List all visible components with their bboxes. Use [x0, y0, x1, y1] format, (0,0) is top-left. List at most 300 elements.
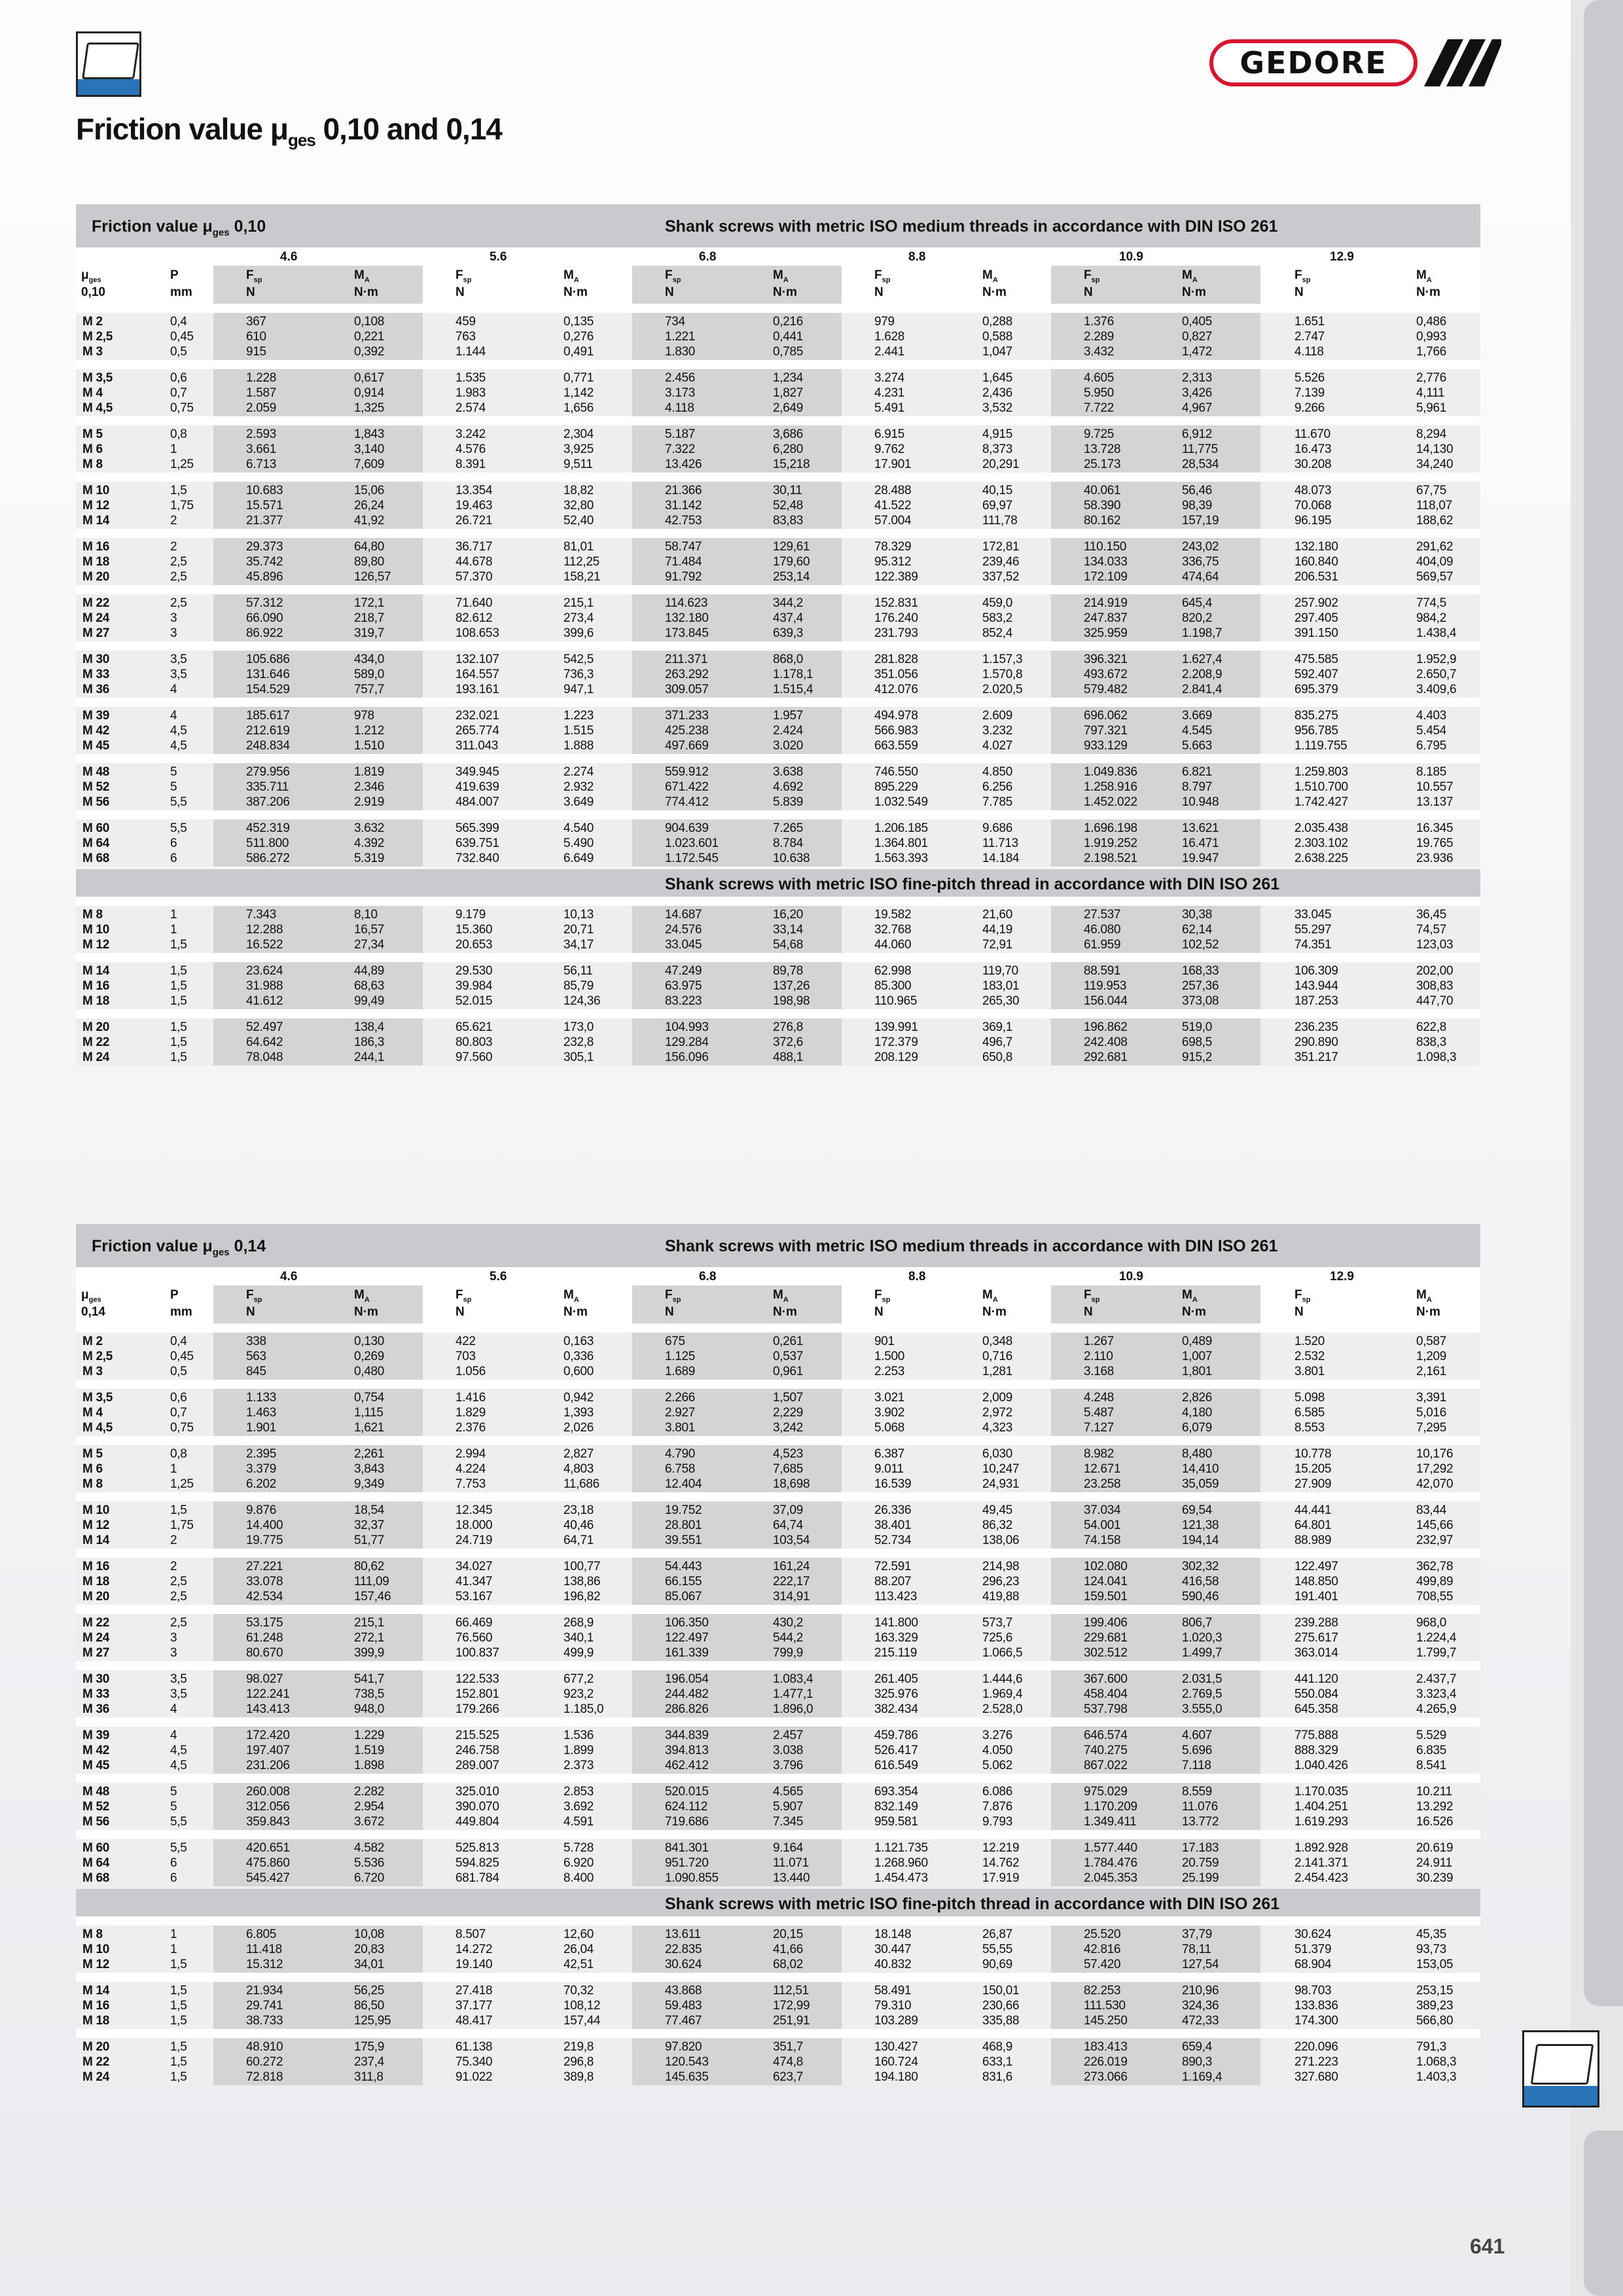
column-shade [632, 1926, 842, 1973]
preload-force: 9.725 13.728 25.173 [1084, 427, 1121, 471]
mu-symbol: μ [81, 268, 89, 282]
book-shape-icon [82, 43, 139, 79]
table-row-group [76, 594, 1480, 641]
tightening-torque: 1.223 1.515 1.888 [563, 709, 594, 753]
tightening-torque: 89,78 137,26 198,98 [773, 964, 810, 1008]
preload-force: 1.535 1.983 2.574 [455, 371, 486, 415]
preload-force: 105.686 131.646 154.529 [246, 653, 290, 696]
ma-unit: N·m [982, 1305, 1007, 1319]
fsp-sub: sp [882, 1295, 891, 1304]
tightening-torque: 20.619 24.911 30.239 [1416, 1841, 1454, 1885]
page-title-suffix: 0,10 and 0,14 [315, 112, 502, 146]
table-row-group [76, 763, 1480, 810]
ma-symbol: M [354, 268, 365, 282]
preload-force: 6.387 9.011 16.539 [874, 1447, 912, 1491]
preload-force: 901 1.500 2.253 [874, 1335, 905, 1378]
preload-force: 281.828 351.056 412.076 [874, 653, 918, 696]
preload-force: 5.187 7.322 13.426 [665, 427, 702, 471]
preload-force: 841.301 951.720 1.090.855 [665, 1841, 719, 1885]
preload-force: 696.062 797.321 933.129 [1084, 709, 1128, 753]
fine-thread-section-bar [76, 1889, 1480, 1916]
preload-force: 975.029 1.170.209 1.349.411 [1084, 1785, 1137, 1829]
ma-unit: N·m [773, 1305, 797, 1319]
preload-force: 494.978 566.983 663.559 [874, 709, 918, 753]
preload-force: 47.249 63.975 83.223 [665, 964, 702, 1008]
section-title-fine: Shank screws with metric ISO fine-pitch thread in accordance with DIN ISO 261 [665, 875, 1280, 893]
table-row-group [76, 707, 1480, 754]
group-spacer [76, 304, 1480, 313]
preload-force: 693.354 832.149 959.581 [874, 1785, 918, 1829]
column-shade [1051, 1783, 1260, 1830]
grade-label: 6.8 [699, 250, 717, 264]
preload-force: 6.915 9.762 17.901 [874, 427, 912, 471]
thread-size: M 30 M 33 M 36 [82, 1672, 110, 1716]
preload-force: 1.133 1.463 1.901 [246, 1391, 277, 1435]
table-row-group [76, 1670, 1480, 1717]
column-shade [632, 763, 842, 810]
table-row-group [76, 1389, 1480, 1436]
thread-size: M 5 M 6 M 8 [82, 427, 103, 471]
fsp-unit: N [246, 1305, 255, 1319]
tightening-torque: 0,348 0,716 1,281 [982, 1335, 1013, 1378]
preload-force: 565.399 639.751 732.840 [455, 821, 499, 865]
tightening-torque: 44,89 68,63 99,49 [354, 964, 385, 1008]
fsp-symbol: F [246, 1288, 254, 1302]
tightening-torque: 302,32 416,58 590,46 [1182, 1560, 1219, 1604]
column-shade [213, 594, 423, 641]
table-row-group [76, 1727, 1480, 1774]
friction-table-014 [76, 1224, 1480, 2085]
thread-size: M 10 M 12 M 14 [82, 484, 110, 528]
tightening-torque: 64,80 89,80 126,57 [354, 540, 391, 584]
preload-force: 2.456 3.173 4.118 [665, 371, 696, 415]
fsp-unit: N [1084, 285, 1093, 299]
column-shade [632, 425, 842, 473]
preload-force: 1.520 2.532 3.801 [1294, 1335, 1325, 1378]
thread-pitch: 2 2,5 2,5 [170, 1560, 187, 1604]
column-shade [213, 1670, 423, 1717]
ma-unit: N·m [1182, 1305, 1206, 1319]
tightening-torque: 214,98 296,23 419,88 [982, 1560, 1020, 1604]
thread-pitch: 2,5 3 3 [170, 596, 187, 640]
fsp-unit: N [1294, 1305, 1304, 1319]
preload-force: 12.345 18.000 24.719 [455, 1503, 493, 1547]
thread-pitch: 5 5 5,5 [170, 765, 187, 809]
tightening-torque: 1,645 2,436 3,532 [982, 371, 1013, 415]
preload-force: 7.343 12.288 16.522 [246, 908, 283, 952]
group-spacer [76, 810, 1480, 819]
manual-book-icon [76, 31, 141, 97]
tightening-torque: 2.609 3.232 4.027 [982, 709, 1013, 753]
thread-size: M 48 M 52 M 56 [82, 765, 110, 809]
preload-force: 10.683 15.571 21.377 [246, 484, 283, 528]
fsp-symbol: F [455, 268, 463, 282]
preload-force: 13.354 19.463 26.721 [455, 484, 493, 528]
preload-force: 675 1.125 1.689 [665, 1335, 696, 1378]
group-spacer [76, 473, 1480, 482]
fsp-unit: N [874, 1305, 883, 1319]
tightening-torque: 21,60 44,19 72,91 [982, 908, 1013, 952]
preload-force: 62.998 85.300 110.965 [874, 964, 918, 1008]
column-shade [1051, 906, 1260, 953]
thread-size: M 2 M 2,5 M 3 [82, 1335, 113, 1378]
tightening-torque: 6.086 7.876 9.793 [982, 1785, 1013, 1829]
tightening-torque: 1.083,4 1.477,1 1.896,0 [773, 1672, 813, 1716]
group-spacer [76, 1916, 1480, 1926]
grade-label: 12.9 [1330, 1270, 1354, 1283]
logo-stripes-icon [1420, 39, 1501, 86]
preload-force: 236.235 290.890 351.217 [1294, 1020, 1338, 1064]
header-shade [213, 266, 423, 304]
grade-label: 8.8 [908, 250, 926, 264]
fsp-label [665, 268, 681, 284]
preload-force: 106.309 143.944 187.253 [1294, 964, 1338, 1008]
preload-force: 10.778 15.205 27.909 [1294, 1447, 1332, 1491]
preload-force: 132.107 164.557 193.161 [455, 653, 499, 696]
page-number: 641 [1470, 2234, 1505, 2258]
tightening-torque: 1.444,6 1.969,4 2.528,0 [982, 1672, 1023, 1716]
chapter-tab-lower[interactable] [1584, 2130, 1623, 2296]
tightening-torque: 573,7 725,6 1.066,5 [982, 1616, 1023, 1660]
preload-force: 2.266 2.927 3.801 [665, 1391, 696, 1435]
book-shape-icon [1531, 2044, 1594, 2085]
preload-force: 106.350 122.497 161.339 [665, 1616, 709, 1660]
tightening-torque: 36,45 74,57 123,03 [1416, 908, 1454, 952]
preload-force: 734 1.221 1.830 [665, 315, 696, 359]
tightening-torque: 80,62 111,09 157,46 [354, 1560, 391, 1604]
grade-label: 4.6 [280, 1270, 298, 1283]
ma-sub: A [1426, 276, 1432, 284]
preload-force: 420.651 475.860 545.427 [246, 1841, 290, 1885]
ma-unit: N·m [563, 285, 588, 299]
ma-symbol: M [982, 1288, 993, 1302]
tightening-torque: 0,617 0,914 1,325 [354, 371, 385, 415]
fsp-symbol: F [1084, 268, 1092, 282]
thread-pitch: 1 1 1,5 [170, 908, 187, 952]
fsp-unit: N [874, 285, 883, 299]
ma-label [563, 1288, 579, 1304]
tightening-torque: 4.565 5.907 7.345 [773, 1785, 804, 1829]
column-shade [632, 1783, 842, 1830]
column-shade [213, 962, 423, 1009]
preload-force: 367 610 915 [246, 315, 266, 359]
tightening-torque: 81,01 112,25 158,21 [563, 540, 601, 584]
tightening-torque: 2.457 3.038 3.796 [773, 1729, 804, 1772]
group-spacer [76, 1009, 1480, 1018]
tightening-torque: 542,5 736,3 947,1 [563, 653, 594, 696]
fsp-sub: sp [253, 1295, 262, 1304]
column-shade [1051, 1445, 1260, 1492]
tightening-torque: 2,776 4,111 5,961 [1416, 371, 1447, 415]
chapter-tab-upper[interactable] [1584, 0, 1623, 2006]
tightening-torque: 138,4 186,3 244,1 [354, 1020, 385, 1064]
tightening-torque: 459,0 583,2 852,4 [982, 596, 1013, 640]
preload-force: 475.585 592.407 695.379 [1294, 653, 1338, 696]
tightening-torque: 4,915 8,373 20,291 [982, 427, 1020, 471]
group-spacer [76, 1436, 1480, 1445]
preload-force: 36.717 44.678 57.370 [455, 540, 493, 584]
tightening-torque: 15,06 26,24 41,92 [354, 484, 385, 528]
tightening-torque: 8,480 14,410 35,059 [1182, 1447, 1219, 1491]
preload-force: 1.376 2.289 3.432 [1084, 315, 1115, 359]
preload-force: 396.321 493.672 579.482 [1084, 653, 1128, 696]
table-row-group [76, 425, 1480, 473]
preload-force: 452.319 511.800 586.272 [246, 821, 290, 865]
column-shade [1051, 369, 1260, 416]
grade-label: 12.9 [1330, 250, 1354, 264]
fsp-unit: N [665, 1305, 674, 1319]
preload-force: 26.336 38.401 52.734 [874, 1503, 912, 1547]
preload-force: 835.275 956.785 1.119.755 [1294, 709, 1347, 753]
thread-pitch: 4 4,5 4,5 [170, 1729, 187, 1772]
tightening-torque: 276,8 372,6 488,1 [773, 1020, 804, 1064]
tightening-torque: 67,75 118,07 188,62 [1416, 484, 1454, 528]
preload-force: 9.179 15.360 20.653 [455, 908, 493, 952]
tightening-torque: 1.536 1.899 2.373 [563, 1729, 594, 1772]
fsp-symbol: F [246, 268, 254, 282]
tightening-torque: 1.952,9 2.650,7 3.409,6 [1416, 653, 1457, 696]
section-title-fine: Shank screws with metric ISO fine-pitch thread in accordance with DIN ISO 261 [665, 1895, 1280, 1913]
tightening-torque: 2.031,5 2.769,5 3.555,0 [1182, 1672, 1222, 1716]
tightening-torque: 677,2 923,2 1.185,0 [563, 1672, 604, 1716]
thread-pitch: 5,5 6 6 [170, 1841, 187, 1885]
tightening-torque: 6.821 8.797 10.948 [1182, 765, 1219, 809]
preload-force: 338 563 845 [246, 1335, 266, 1378]
tightening-torque: 0,754 1,115 1,621 [354, 1391, 385, 1435]
preload-force: 19.752 28.801 39.551 [665, 1503, 702, 1547]
preload-force: 132.180 160.840 206.531 [1294, 540, 1338, 584]
tightening-torque: 806,7 1.020,3 1.499,7 [1182, 1616, 1222, 1660]
fsp-symbol: F [1294, 1288, 1302, 1302]
tightening-torque: 4.607 5.696 7.118 [1182, 1729, 1213, 1772]
column-shade [1051, 707, 1260, 754]
tightening-torque: 0,108 0,221 0,392 [354, 315, 385, 359]
preload-force: 1.049.836 1.258.916 1.452.022 [1084, 765, 1137, 809]
tightening-torque: 774,5 984,2 1.438,4 [1416, 596, 1457, 640]
column-shade [213, 819, 423, 867]
group-spacer [76, 641, 1480, 651]
tightening-torque: 172,81 239,46 337,52 [982, 540, 1020, 584]
preload-force: 1.259.803 1.510.700 1.742.427 [1294, 765, 1348, 809]
tightening-torque: 0,216 0,441 0,785 [773, 315, 804, 359]
preload-force: 88.591 119.953 156.044 [1084, 964, 1128, 1008]
preload-force: 904.639 1.023.601 1.172.545 [665, 821, 719, 865]
tightening-torque: 175,9 237,4 311,8 [354, 2040, 385, 2084]
ma-sub: A [992, 1295, 998, 1304]
ma-label [773, 1288, 789, 1304]
thread-pitch: 3,5 3,5 4 [170, 1672, 187, 1716]
logo-wordmark: GEDORE [1240, 45, 1387, 81]
preload-force: 29.530 39.984 52.015 [455, 964, 493, 1008]
column-shade [1051, 1926, 1260, 1973]
thread-pitch: 1,5 1,75 2 [170, 1503, 194, 1547]
ma-sub: A [1426, 1295, 1432, 1304]
preload-force: 40.061 58.390 80.162 [1084, 484, 1121, 528]
table-title-suffix: 0,10 [229, 217, 266, 236]
column-shade [1051, 538, 1260, 585]
thread-size: M 3,5 M 4 M 4,5 [82, 371, 113, 415]
grade-label: 4.6 [280, 250, 298, 264]
preload-force: 11.670 16.473 30.208 [1294, 427, 1332, 471]
tightening-torque: 18,82 32,80 52,40 [563, 484, 594, 528]
preload-force: 279.956 335.711 387.206 [246, 765, 290, 809]
group-spacer [76, 1661, 1480, 1670]
tightening-torque: 2,304 3,925 9,511 [563, 427, 594, 471]
preload-force: 4.605 5.950 7.722 [1084, 371, 1115, 415]
preload-force: 71.640 82.612 108.653 [455, 596, 499, 640]
preload-force: 57.312 66.090 86.922 [246, 596, 283, 640]
tightening-torque: 0,942 1,393 2,026 [563, 1391, 594, 1435]
thread-size: M 2 M 2,5 M 3 [82, 315, 113, 359]
preload-force: 114.623 132.180 173.845 [665, 596, 709, 640]
thread-size: M 60 M 64 M 68 [82, 821, 110, 865]
header-shade [213, 1285, 423, 1323]
preload-force: 3.274 4.231 5.491 [874, 371, 905, 415]
preload-force: 141.800 163.329 215.119 [874, 1616, 918, 1660]
tightening-torque: 10,176 17,292 42,070 [1416, 1447, 1454, 1491]
tightening-torque: 119,70 183,01 265,30 [982, 964, 1020, 1008]
column-shade [1051, 1614, 1260, 1661]
tightening-torque: 2,261 3,843 9,349 [354, 1447, 385, 1491]
column-shade [213, 1445, 423, 1492]
fsp-symbol: F [874, 268, 882, 282]
ma-symbol: M [1182, 1288, 1192, 1302]
table-title-sub: ges [212, 227, 230, 238]
fsp-label [455, 268, 471, 284]
preload-force: 58.747 71.484 91.792 [665, 540, 702, 584]
preload-force: 54.443 66.155 85.067 [665, 1560, 702, 1604]
column-shade [1051, 651, 1260, 698]
group-spacer [76, 953, 1480, 962]
preload-force: 19.582 32.768 44.060 [874, 908, 912, 952]
tightening-torque: 0,261 0,537 0,961 [773, 1335, 804, 1378]
ma-unit: N·m [1416, 1305, 1440, 1319]
tightening-torque: 4.540 5.490 6.649 [563, 821, 594, 865]
preload-force: 72.591 88.207 113.423 [874, 1560, 918, 1604]
ma-sub: A [992, 276, 998, 284]
mu-value: 0,14 [81, 1305, 105, 1319]
table-title-suffix: 0,14 [229, 1237, 266, 1255]
group-spacer [76, 1605, 1480, 1614]
column-shade [1051, 962, 1260, 1009]
mu-value: 0,10 [81, 285, 105, 299]
thread-size: M 8 M 10 M 12 [82, 908, 110, 952]
table-row-group [76, 1614, 1480, 1661]
table-title [92, 217, 266, 238]
preload-force: 21.366 31.142 42.753 [665, 484, 702, 528]
tightening-torque: 9.686 11.713 14.184 [982, 821, 1020, 865]
tightening-torque: 4.850 6.256 7.785 [982, 765, 1013, 809]
tightening-torque: 150,01 230,66 335,88 [982, 1984, 1020, 2028]
thread-size: M 20 M 22 M 24 [82, 1020, 110, 1064]
column-shade [1051, 1839, 1260, 1886]
table-title-bar [76, 204, 1480, 247]
mu-label [81, 1288, 101, 1304]
group-spacer [76, 754, 1480, 763]
ma-symbol: M [1416, 1288, 1427, 1302]
preload-force: 459 763 1.144 [455, 315, 486, 359]
tightening-torque: 37,09 64,74 103,54 [773, 1503, 810, 1547]
fsp-sub: sp [463, 1295, 472, 1304]
tightening-torque: 0,288 0,588 1,047 [982, 315, 1013, 359]
preload-force: 110.150 134.033 172.109 [1084, 540, 1128, 584]
tightening-torque: 70,32 108,12 157,44 [563, 1984, 601, 2028]
preload-force: 122.533 152.801 179.266 [455, 1672, 499, 1716]
group-spacer [76, 1774, 1480, 1783]
tightening-torque: 1,234 1,827 2,649 [773, 371, 804, 415]
tightening-torque: 20,15 41,66 68,02 [773, 1928, 804, 1971]
preload-force: 4.248 5.487 7.127 [1084, 1391, 1115, 1435]
friction-table-010 [76, 204, 1480, 1066]
tightening-torque: 9.164 11.071 13.440 [773, 1841, 810, 1885]
preload-force: 21.934 29.741 38.733 [246, 1984, 283, 2028]
column-shade [1051, 1727, 1260, 1774]
column-shade [213, 1558, 423, 1605]
thread-size: M 48 M 52 M 56 [82, 1785, 110, 1829]
fsp-symbol: F [455, 1288, 463, 1302]
tightening-torque: 1.157,3 1.570,8 2.020,5 [982, 653, 1023, 696]
column-shade [1051, 425, 1260, 473]
tightening-torque: 659,4 890,3 1.169,4 [1182, 2040, 1222, 2084]
column-shade [213, 1333, 423, 1380]
group-spacer [76, 1380, 1480, 1389]
preload-force: 441.120 550.084 645.358 [1294, 1672, 1338, 1716]
preload-force: 3.242 4.576 8.391 [455, 427, 486, 471]
tightening-torque: 369,1 496,7 650,8 [982, 1020, 1013, 1064]
preload-force: 61.138 75.340 91.022 [455, 2040, 493, 2084]
ma-symbol: M [354, 1288, 365, 1302]
preload-force: 25.520 42.816 57.420 [1084, 1928, 1121, 1971]
thread-size: M 39 M 42 M 45 [82, 709, 110, 753]
thread-size: M 16 M 18 M 20 [82, 1560, 110, 1604]
tightening-torque: 173,0 232,8 305,1 [563, 1020, 594, 1064]
group-spacer [76, 585, 1480, 594]
fsp-sub: sp [882, 276, 891, 284]
table-row-group [76, 538, 1480, 585]
preload-force: 43.868 59.483 77.467 [665, 1984, 702, 2028]
fsp-sub: sp [1091, 276, 1100, 284]
preload-force: 102.080 124.041 159.501 [1084, 1560, 1128, 1604]
ma-label [1416, 1288, 1432, 1304]
preload-force: 215.525 246.758 289.007 [455, 1729, 499, 1772]
fsp-sub: sp [1091, 1295, 1100, 1304]
preload-force: 1.267 2.110 3.168 [1084, 1335, 1115, 1378]
preload-force: 8.507 14.272 19.140 [455, 1928, 493, 1971]
grade-row [76, 247, 1480, 266]
table-row-group [76, 1333, 1480, 1380]
ma-unit: N·m [982, 285, 1007, 299]
thread-pitch: 0,4 0,45 0,5 [170, 1335, 194, 1378]
tightening-torque: 2,826 4,180 6,079 [1182, 1391, 1213, 1435]
fsp-sub: sp [253, 276, 262, 284]
header-shade [632, 266, 842, 304]
preload-force: 199.406 229.681 302.512 [1084, 1616, 1128, 1660]
fsp-symbol: F [665, 268, 673, 282]
ma-sub: A [783, 1295, 789, 1304]
tightening-torque: 5.529 6.835 8.541 [1416, 1729, 1447, 1772]
tightening-torque: 344,2 437,4 639,3 [773, 596, 804, 640]
manual-book-side-icon[interactable] [1522, 2030, 1599, 2108]
table-row-group [76, 1445, 1480, 1492]
column-shade [213, 763, 423, 810]
preload-force: 367.600 458.404 537.798 [1084, 1672, 1128, 1716]
tightening-torque: 10.211 13.292 16.526 [1416, 1785, 1454, 1829]
ma-unit: N·m [1182, 285, 1206, 299]
preload-force: 196.862 242.408 292.681 [1084, 1020, 1128, 1064]
thread-pitch: 0,6 0,7 0,75 [170, 371, 194, 415]
table-title-bar [76, 1224, 1480, 1267]
tightening-torque: 129,61 179,60 253,14 [773, 540, 810, 584]
